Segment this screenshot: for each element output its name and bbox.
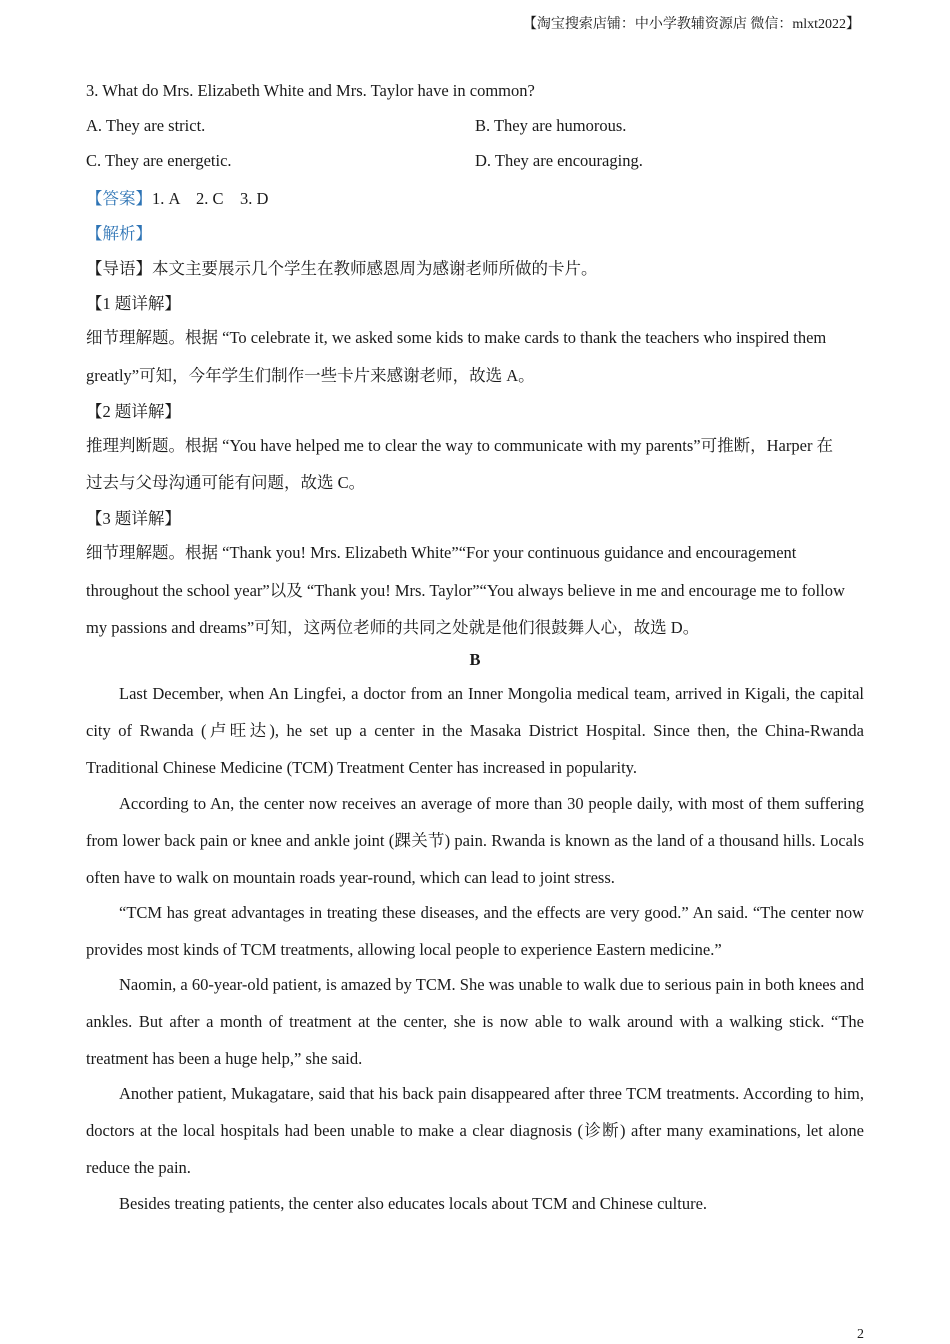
passage-paragraph-2 — [86, 785, 864, 896]
answer-text: 1. A 2. C 3. D — [152, 189, 269, 208]
guide-text: 【导语】本文主要展示几个学生在教师感恩周为感谢老师所做的卡片。 — [86, 259, 598, 278]
question-3-stem: 3. What do Mrs. Elizabeth White and Mrs. Taylor have in common? — [86, 81, 535, 100]
passage-paragraph-1-text: Last December, when An Lingfei, a doctor from an Inner Mongolia medical team, arrived in Kigali, the capital city of Rwanda (卢旺达), he set up a center in the Masaka District Hospital. Since then, the China-Rwanda Traditional Chinese Medicine (TCM) Treatment Center has increased in popularity. — [86, 684, 864, 777]
option-b: B. They are humorous. — [475, 116, 627, 135]
option-c: C. They are energetic. — [86, 151, 232, 170]
detail-2-label: 【2 题详解】 — [86, 402, 181, 421]
passage-paragraph-3-text: “TCM has great advantages in treating these diseases, and the effects are very good.” An said. “The center now provides most kinds of TCM treatments, allowing local people to experience Eastern medicine.” — [86, 903, 864, 959]
analysis-label: 【解析】 — [86, 224, 152, 243]
passage-paragraph-4-text: Naomin, a 60-year-old patient, is amazed by TCM. She was unable to walk due to serious pain in both knees and ankles. But after a month of treatment at the center, she is now able to walk around with a walking stick. “The treatment has been a huge help,” she said. — [86, 975, 864, 1068]
detail-2-line-2: 过去与父母沟通可能有问题，故选 C。 — [86, 473, 366, 492]
answer-line — [86, 185, 268, 209]
detail-2-line-1: 推理判断题。根据 “You have helped me to clear the way to communicate with my parents”可推断，Harper 在 — [86, 436, 834, 455]
passage-paragraph-5-text: Another patient, Mukagatare, said that his back pain disappeared after three TCM treatments. According to him, doctors at the local hospitals had been unable to make a clear diagnosis (诊断) after many examinations, let alone reduce the pain. — [86, 1084, 864, 1177]
detail-3-line-1: 细节理解题。根据 “Thank you! Mrs. Elizabeth White”“For your continuous guidance and encouragement — [86, 543, 797, 562]
option-d: D. They are encouraging. — [475, 151, 643, 170]
passage-paragraph-1 — [86, 675, 864, 786]
passage-paragraph-3 — [86, 894, 864, 968]
passage-paragraph-4 — [86, 966, 864, 1077]
passage-paragraph-6-text: Besides treating patients, the center also educates locals about TCM and Chinese culture. — [119, 1194, 708, 1213]
detail-1-line-1: 细节理解题。根据 “To celebrate it, we asked some kids to make cards to thank the teachers who inspired them — [86, 328, 827, 347]
detail-3-label: 【3 题详解】 — [86, 509, 181, 528]
answer-label: 【答案】 — [86, 189, 152, 208]
passage-paragraph-2-text: According to An, the center now receives an average of more than 30 people daily, with most of them suffering from lower back pain or knee and ankle joint (踝关节) pain. Rwanda is known as the land of a thousand hills. Locals often have to walk on mountain roads year-round, which can lead to joint stress. — [86, 794, 864, 887]
passage-paragraph-6 — [86, 1185, 864, 1222]
detail-3-line-2: throughout the school year”以及 “Thank you! Mrs. Taylor”“You always believe in me and encourage me to follow — [86, 581, 845, 600]
detail-1-label: 【1 题详解】 — [86, 294, 181, 313]
detail-1-line-2: greatly”可知，今年学生们制作一些卡片来感谢老师，故选 A。 — [86, 366, 535, 385]
page-number: 2 — [857, 1327, 864, 1342]
option-a: A. They are strict. — [86, 116, 206, 135]
page-header: 【淘宝搜索店铺：中小学教辅资源店 微信：mlxt2022】 — [522, 17, 860, 32]
detail-3-line-3: my passions and dreams”可知，这两位老师的共同之处就是他们很鼓舞人心，故选 D。 — [86, 618, 700, 637]
section-title: B — [469, 650, 481, 669]
passage-paragraph-5 — [86, 1075, 864, 1186]
